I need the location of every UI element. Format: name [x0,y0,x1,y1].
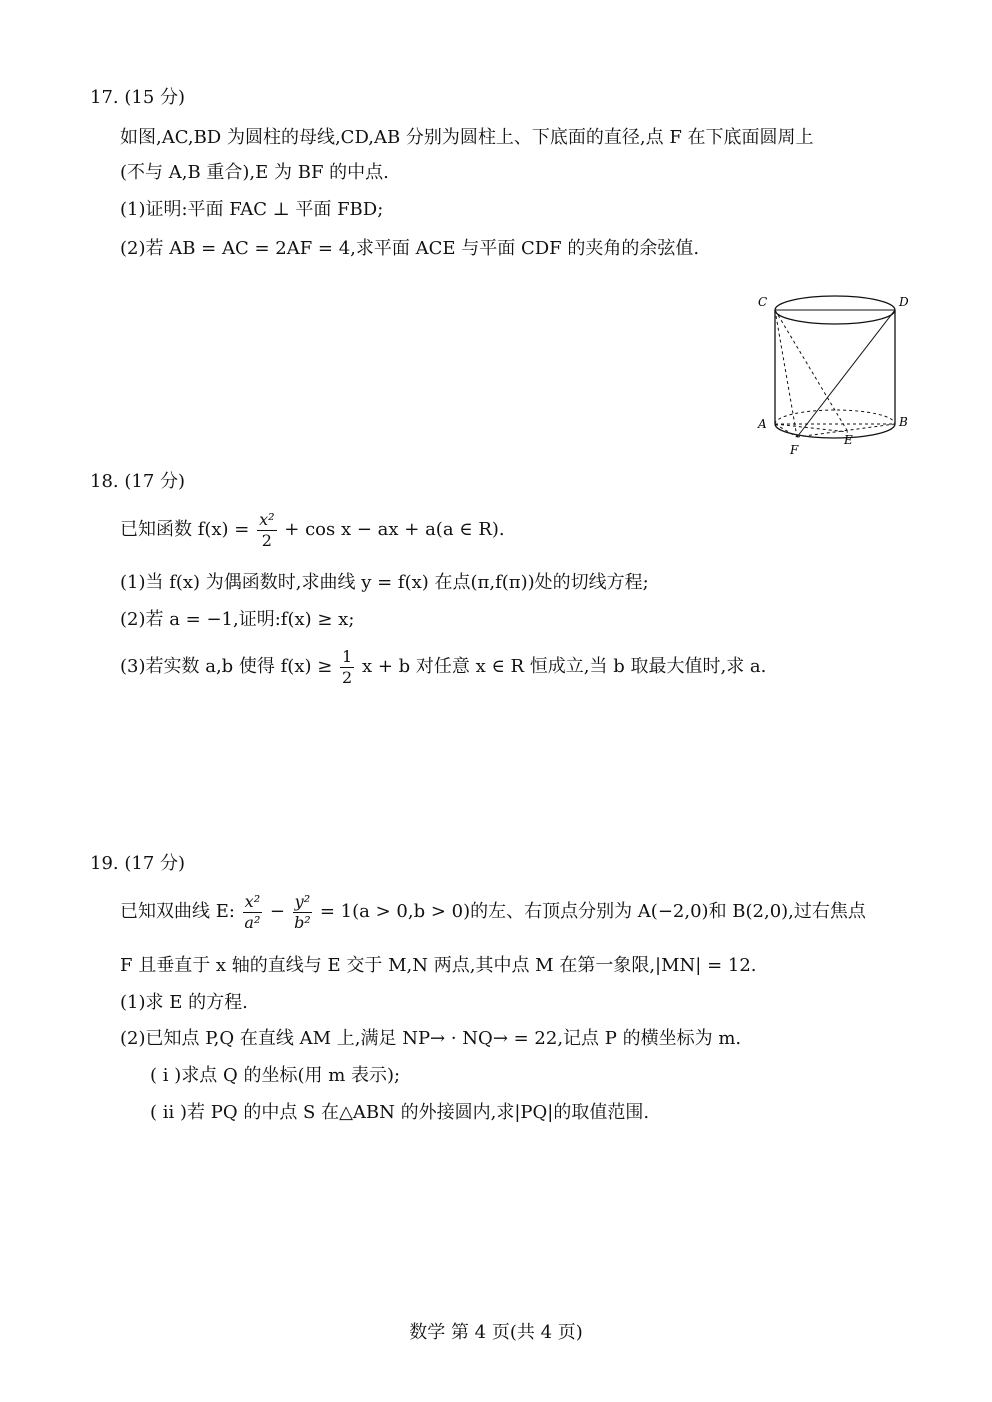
page-footer: 数学 第 4 页(共 4 页) [409,1322,583,1343]
q17-part2: (2)若 AB = AC = 2AF = 4,求平面 ACE 与平面 CDF 的夹角的余弦值. [120,238,700,259]
q19-stem [120,890,866,934]
q18-frac-den: 2 [261,530,272,550]
q19-part2-ii: ( ii )若 PQ 的中点 S 在△ABN 的外接圆内,求|PQ|的取值范围. [150,1102,650,1123]
q18-heading: 18. (17 分) [90,471,186,492]
label-a: A [758,417,767,431]
q19-minus: − [269,901,285,922]
q19-part2-i: ( i )求点 Q 的坐标(用 m 表示); [150,1065,401,1086]
cylinder-figure [750,288,920,458]
q18-frac2-den: 2 [342,667,353,687]
label-f: F [790,443,799,457]
q17-part1: (1)证明:平面 FAC ⊥ 平面 FBD; [120,199,384,220]
q18-part2: (2)若 a = −1,证明:f(x) ≥ x; [120,609,355,630]
q19-frac-b-den: b² [294,912,311,932]
q19-stem-line2: F 且垂直于 x 轴的直线与 E 交于 M,N 两点,其中点 M 在第一象限,|MN| = 12. [120,955,757,976]
q17-stem-line1: 如图,AC,BD 为圆柱的母线,CD,AB 分别为圆柱上、下底面的直径,点 F 在下底面圆周上 [120,127,814,148]
q19-part2: (2)已知点 P,Q 在直线 AM 上,满足 NP→ · NQ→ = 22,记点 P 的横坐标为 m. [120,1028,742,1049]
label-d: D [899,295,909,309]
q18-part1: (1)当 f(x) 为偶函数时,求曲线 y = f(x) 在点(π,f(π))处的切线方程; [120,572,649,593]
q18-part3-post: x + b 对任意 x ∈ R 恒成立,当 b 取最大值时,求 a. [361,656,767,677]
q19-heading: 19. (17 分) [90,853,186,874]
q17-heading: 17. (15 分) [90,87,186,108]
q18-stem [120,508,505,552]
q18-stem-post: + cos x − ax + a(a ∈ R). [284,519,505,540]
q18-part3-pre: (3)若实数 a,b 使得 f(x) ≥ [120,656,333,677]
label-c: C [758,295,768,309]
q19-stem-post: = 1(a > 0,b > 0)的左、右顶点分别为 A(−2,0)和 B(2,0),过右焦点 [319,901,866,922]
q19-part1: (1)求 E 的方程. [120,992,248,1013]
q19-fraction-x2-over-a2 [243,892,262,933]
q19-frac-a-num: x² [244,891,261,911]
q18-fraction-1-over-2 [340,647,354,688]
q18-part3 [120,645,766,689]
cylinder-diagram [750,288,920,458]
q18-frac-num: x² [259,509,275,529]
q19-stem-pre: 已知双曲线 E: [120,901,235,922]
q17-stem-line2: (不与 A,B 重合),E 为 BF 的中点. [120,162,389,183]
q18-fraction-x2-over-2 [257,510,276,551]
label-e: E [844,433,853,447]
q19-frac-b-num: y² [294,891,311,911]
q18-stem-pre: 已知函数 f(x) = [120,519,250,540]
q19-fraction-y2-over-b2 [293,892,312,933]
q18-frac2-num: 1 [342,646,353,666]
q19-frac-a-den: a² [244,912,261,932]
label-b: B [899,415,908,429]
